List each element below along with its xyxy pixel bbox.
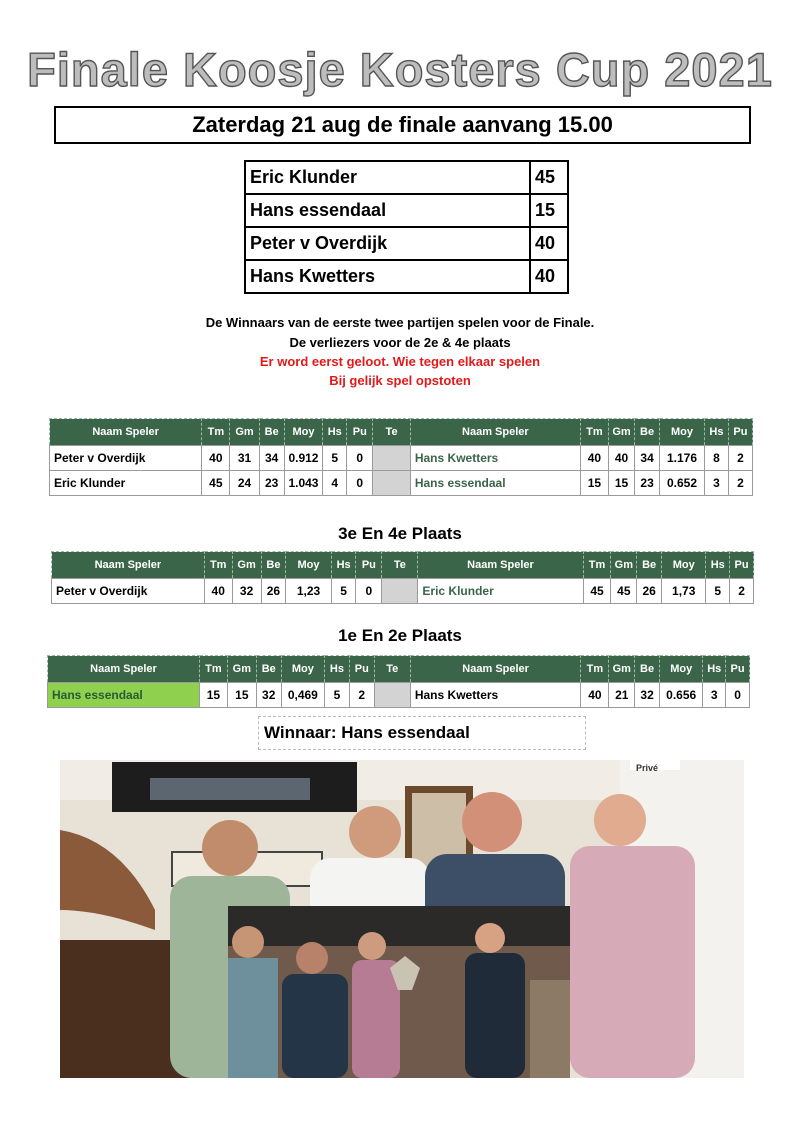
cell: 2 bbox=[728, 471, 752, 496]
subtitle-box: Zaterdag 21 aug de finale aanvang 15.00 bbox=[54, 106, 751, 144]
page-title: Finale Koosje Kosters Cup 2021 bbox=[27, 43, 773, 96]
col-header: Gm bbox=[609, 656, 635, 683]
cell: 3 bbox=[703, 683, 726, 708]
left-player-name: Peter v Overdijk bbox=[52, 579, 205, 604]
col-header: Be bbox=[637, 552, 662, 579]
col-header: Hs bbox=[323, 419, 347, 446]
col-header: Naam Speler bbox=[50, 419, 202, 446]
col-header: Moy bbox=[659, 656, 702, 683]
cell: 2 bbox=[349, 683, 374, 708]
te-cell bbox=[373, 471, 411, 496]
player-row bbox=[245, 260, 568, 293]
right-player-name: Hans essendaal bbox=[410, 471, 580, 496]
player-score: 45 bbox=[530, 161, 568, 194]
col-header: Be bbox=[259, 419, 284, 446]
cell: 1,73 bbox=[662, 579, 706, 604]
cell: 5 bbox=[706, 579, 730, 604]
col-header: Pu bbox=[730, 552, 754, 579]
cell: 23 bbox=[635, 471, 660, 496]
note-line-2: De verliezers voor de 2e & 4e plaats bbox=[289, 335, 511, 350]
col-header: Hs bbox=[704, 419, 728, 446]
table-row bbox=[50, 446, 753, 471]
cell: 0.656 bbox=[659, 683, 702, 708]
cell: 15 bbox=[580, 471, 608, 496]
player-row bbox=[245, 227, 568, 260]
winner-label: Winnaar: Hans essendaal bbox=[258, 716, 586, 750]
player-name: Peter v Overdijk bbox=[245, 227, 530, 260]
player-score: 40 bbox=[530, 260, 568, 293]
col-header: Gm bbox=[232, 552, 261, 579]
col-header: Be bbox=[261, 552, 286, 579]
cell: 40 bbox=[202, 446, 230, 471]
cell: 40 bbox=[581, 683, 609, 708]
col-header: Moy bbox=[286, 552, 331, 579]
table-row bbox=[50, 471, 753, 496]
col-header: Te bbox=[373, 419, 411, 446]
te-cell bbox=[374, 683, 410, 708]
round1-table bbox=[49, 418, 753, 496]
section-title-first-place: 1e En 2e Plaats bbox=[338, 626, 462, 645]
cell: 5 bbox=[331, 579, 356, 604]
col-header: Naam Speler bbox=[410, 419, 580, 446]
col-header: Naam Speler bbox=[48, 656, 200, 683]
player-score: 15 bbox=[530, 194, 568, 227]
players-table bbox=[244, 160, 569, 294]
col-header: Pu bbox=[728, 419, 752, 446]
cell: 15 bbox=[609, 471, 635, 496]
player-name: Hans Kwetters bbox=[245, 260, 530, 293]
right-player-name: Eric Klunder bbox=[418, 579, 583, 604]
left-player-name: Hans essendaal bbox=[48, 683, 200, 708]
col-header: Naam Speler bbox=[410, 656, 581, 683]
col-header: Moy bbox=[660, 419, 705, 446]
player-score: 40 bbox=[530, 227, 568, 260]
right-player-name: Hans Kwetters bbox=[410, 683, 581, 708]
cell: 0.652 bbox=[660, 471, 705, 496]
player-row bbox=[245, 194, 568, 227]
cell: 26 bbox=[637, 579, 662, 604]
player-name: Eric Klunder bbox=[245, 161, 530, 194]
col-header: Hs bbox=[325, 656, 350, 683]
cell: 23 bbox=[259, 471, 284, 496]
col-header: Naam Speler bbox=[52, 552, 205, 579]
col-header: Tm bbox=[580, 419, 608, 446]
col-header: Moy bbox=[281, 656, 324, 683]
col-header: Te bbox=[382, 552, 418, 579]
section-title-third-place: 3e En 4e Plaats bbox=[338, 524, 462, 543]
table-row bbox=[48, 683, 750, 708]
col-header: Moy bbox=[662, 552, 706, 579]
cell: 40 bbox=[580, 446, 608, 471]
cell: 32 bbox=[635, 683, 660, 708]
col-header: Be bbox=[256, 656, 281, 683]
cell: 0.912 bbox=[284, 446, 323, 471]
cell: 21 bbox=[609, 683, 635, 708]
cell: 0 bbox=[347, 446, 373, 471]
col-header: Gm bbox=[609, 419, 635, 446]
cell: 15 bbox=[227, 683, 256, 708]
cell: 40 bbox=[609, 446, 635, 471]
cell: 0 bbox=[347, 471, 373, 496]
third-place-table bbox=[51, 551, 754, 604]
photo-collage bbox=[60, 760, 744, 1078]
cell: 2 bbox=[730, 579, 754, 604]
cell: 8 bbox=[704, 446, 728, 471]
cell: 15 bbox=[199, 683, 227, 708]
left-player-name: Peter v Overdijk bbox=[50, 446, 202, 471]
cell: 26 bbox=[261, 579, 286, 604]
cell: 1,23 bbox=[286, 579, 331, 604]
col-header: Be bbox=[635, 656, 660, 683]
cell: 0 bbox=[726, 683, 750, 708]
col-header: Pu bbox=[349, 656, 374, 683]
col-header: Tm bbox=[583, 552, 611, 579]
col-header: Naam Speler bbox=[418, 552, 583, 579]
cell: 32 bbox=[256, 683, 281, 708]
col-header: Pu bbox=[726, 656, 750, 683]
table-header-row bbox=[50, 419, 753, 446]
cell: 4 bbox=[323, 471, 347, 496]
cell: 1.176 bbox=[660, 446, 705, 471]
cell: 0,469 bbox=[281, 683, 324, 708]
cell: 31 bbox=[230, 446, 259, 471]
col-header: Hs bbox=[331, 552, 356, 579]
table-row bbox=[52, 579, 754, 604]
col-header: Tm bbox=[199, 656, 227, 683]
col-header: Pu bbox=[356, 552, 382, 579]
col-header: Tm bbox=[204, 552, 232, 579]
cell: 1.043 bbox=[284, 471, 323, 496]
col-header: Be bbox=[635, 419, 660, 446]
col-header: Hs bbox=[703, 656, 726, 683]
left-player-name: Eric Klunder bbox=[50, 471, 202, 496]
col-header: Gm bbox=[611, 552, 637, 579]
table-header-row bbox=[48, 656, 750, 683]
col-header: Te bbox=[374, 656, 410, 683]
right-player-name: Hans Kwetters bbox=[410, 446, 580, 471]
col-header: Moy bbox=[284, 419, 323, 446]
col-header: Gm bbox=[230, 419, 259, 446]
col-header: Tm bbox=[581, 656, 609, 683]
note-line-1: De Winnaars van de eerste twee partijen spelen voor de Finale. bbox=[205, 315, 595, 330]
cell: 40 bbox=[204, 579, 232, 604]
note-line-3: Er word eerst geloot. Wie tegen elkaar spelen bbox=[259, 354, 541, 369]
cell: 24 bbox=[230, 471, 259, 496]
cell: 34 bbox=[635, 446, 660, 471]
cell: 0 bbox=[356, 579, 382, 604]
col-header: Hs bbox=[706, 552, 730, 579]
te-cell bbox=[382, 579, 418, 604]
cell: 34 bbox=[259, 446, 284, 471]
cell: 45 bbox=[202, 471, 230, 496]
note-line-4: Bij gelijk spel opstoten bbox=[329, 373, 471, 388]
cell: 5 bbox=[325, 683, 350, 708]
col-header: Gm bbox=[227, 656, 256, 683]
player-row bbox=[245, 161, 568, 194]
col-header: Pu bbox=[347, 419, 373, 446]
cell: 32 bbox=[232, 579, 261, 604]
table-header-row bbox=[52, 552, 754, 579]
group-photo bbox=[60, 760, 744, 1078]
first-place-table bbox=[47, 655, 750, 708]
cell: 45 bbox=[583, 579, 611, 604]
player-name: Hans essendaal bbox=[245, 194, 530, 227]
te-cell bbox=[373, 446, 411, 471]
col-header: Tm bbox=[202, 419, 230, 446]
cell: 3 bbox=[704, 471, 728, 496]
cell: 5 bbox=[323, 446, 347, 471]
cell: 2 bbox=[728, 446, 752, 471]
prive-sign: Privé bbox=[636, 763, 659, 773]
cell: 45 bbox=[611, 579, 637, 604]
